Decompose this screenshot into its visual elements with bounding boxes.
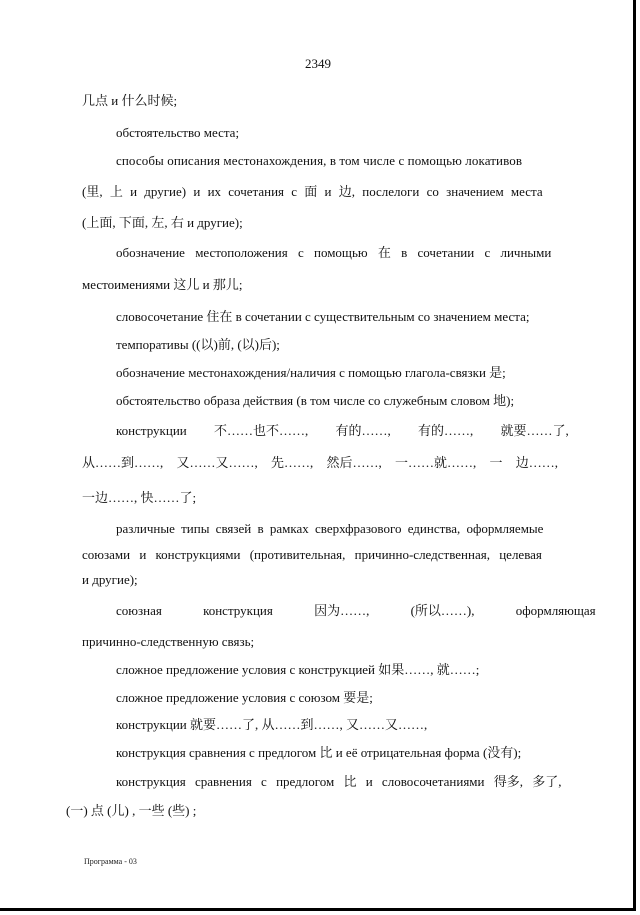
- text-line: (一) 点 (儿) , 一些 (些) ;: [66, 803, 197, 818]
- text-line: 几点 и 什么时候;: [82, 93, 178, 108]
- text-line: причинно-следственную связь;: [82, 634, 255, 649]
- page-footer: Программа - 03: [84, 857, 137, 866]
- text-line: конструкция сравнения с предлогом 比 и её отрицательная форма (没有);: [116, 745, 522, 760]
- text-line: способы описания местонахождения, в том числе с помощью локативов: [116, 153, 523, 168]
- text-line: сложное предложение условия с союзом 要是;: [116, 690, 373, 705]
- text-line: словосочетание 住在 в сочетании с существительным со значением места;: [116, 309, 530, 324]
- text-line: обозначение местоположения с помощью 在 в сочетании с личными: [116, 245, 552, 260]
- text-line: 一边……, 快……了;: [82, 490, 197, 505]
- text-line: конструкции 不……也不……, 有的……, 有的……, 就要……了,: [116, 423, 569, 438]
- text-line: (里, 上 и другие) и их сочетания с 面 и 边, послелоги со значением места: [82, 184, 543, 199]
- text-line: обозначение местонахождения/наличия с помощью глагола-связки 是;: [116, 365, 506, 380]
- text-line: обстоятельство места;: [116, 125, 240, 140]
- text-line: местоимениями 这儿 и 那儿;: [82, 277, 243, 292]
- text-line: конструкция сравнения с предлогом 比 и словосочетаниями 得多, 多了,: [116, 774, 562, 789]
- text-line: темпоративы ((以)前, (以)后);: [116, 337, 280, 352]
- text-line: сложное предложение условия с конструкцией 如果……, 就……;: [116, 662, 480, 677]
- text-line: конструкции 就要……了, 从……到……, 又……又……,: [116, 717, 428, 732]
- text-line: и другие);: [82, 572, 138, 587]
- text-line: союзная конструкция 因为……, (所以……), оформляющая: [116, 603, 596, 618]
- text-line: различные типы связей в рамках сверхфразового единства, оформляемые: [116, 521, 544, 536]
- text-line: обстоятельство образа действия (в том числе со служебным словом 地);: [116, 393, 515, 408]
- text-line: (上面, 下面, 左, 右 и другие);: [82, 215, 243, 230]
- page-number: 2349: [305, 56, 331, 71]
- text-line: 从……到……, 又……又……, 先……, 然后……, 一……就……, 一 边……,: [82, 455, 559, 470]
- text-line: союзами и конструкциями (противительная, причинно-следственная, целевая: [82, 547, 542, 562]
